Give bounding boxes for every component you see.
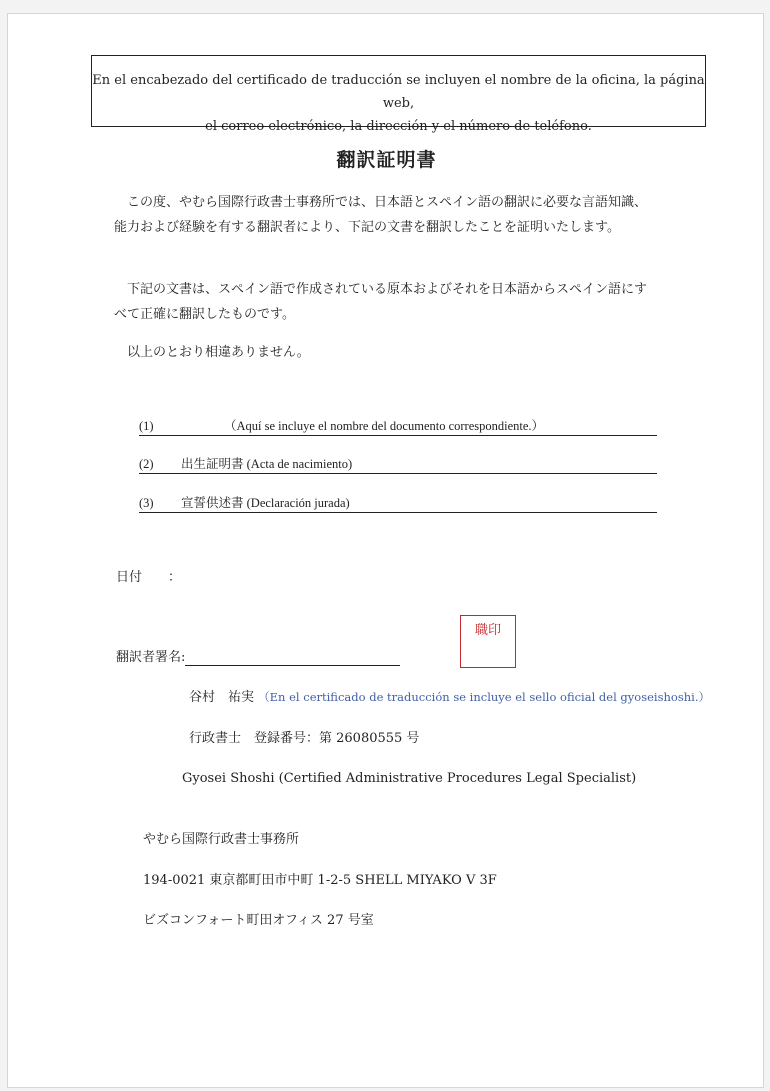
document-item-number: (2)	[139, 457, 154, 471]
seal-label: 職印	[474, 623, 501, 638]
translator-name-line	[189, 688, 710, 707]
document-item-2	[139, 456, 657, 474]
header-note-box	[91, 55, 706, 134]
seal-note: （En el certificado de traducción se incluye el sello oficial del gyoseishoshi.）	[258, 690, 710, 704]
document-item-name: 出生証明書 (Acta de nacimiento)	[181, 457, 353, 471]
document-item-number: (1)	[139, 419, 154, 433]
closing-paragraph: 以上のとおり相違ありません。	[127, 345, 310, 360]
document-item-name: （Aquí se incluye el nombre del documento correspondiente.）	[224, 419, 545, 433]
document-item-name: 宣誓供述書 (Declaración jurada)	[181, 496, 350, 510]
signature-label: 翻訳者署名:	[116, 650, 186, 665]
document-item-1	[139, 418, 657, 436]
office-address: 194-0021 東京都町田市中町 1-2-5 SHELL MIYAKO V 3F	[143, 873, 497, 888]
header-note-line-1: En el encabezado del certificado de traducción se incluyen el nombre de la oficina, la página web,	[92, 73, 705, 111]
date-label: 日付 ：	[116, 570, 182, 585]
page-title: 翻訳証明書	[336, 149, 437, 171]
document-item-number: (3)	[139, 496, 154, 510]
signature-line	[185, 665, 400, 666]
office-room: ビズコンフォート町田オフィス 27 号室	[143, 913, 374, 928]
translator-name: 谷村 祐実	[189, 690, 255, 705]
certification-paragraph: この度、やむら国際行政書士事務所では、日本語とスペイン語の翻訳に必要な言語知識、能力および経験を有する翻訳者により、下記の文書を翻訳したことを証明いたします。	[114, 195, 648, 235]
accuracy-paragraph: 下記の文書は、スペイン語で作成されている原本およびそれを日本語からスペイン語にすべて正確に翻訳したものです。	[114, 282, 648, 322]
header-note-line-2: el correo electrónico, la dirección y el número de teléfono.	[205, 119, 592, 134]
document-item-3	[139, 495, 657, 513]
official-seal-box	[460, 615, 516, 668]
translator-title-en: Gyosei Shoshi (Certified Administrative Procedures Legal Specialist)	[182, 771, 637, 786]
office-name: やむら国際行政書士事務所	[143, 832, 300, 847]
translator-registration: 行政書士 登録番号：第 26080555 号	[189, 731, 420, 746]
document-page	[7, 13, 764, 1088]
